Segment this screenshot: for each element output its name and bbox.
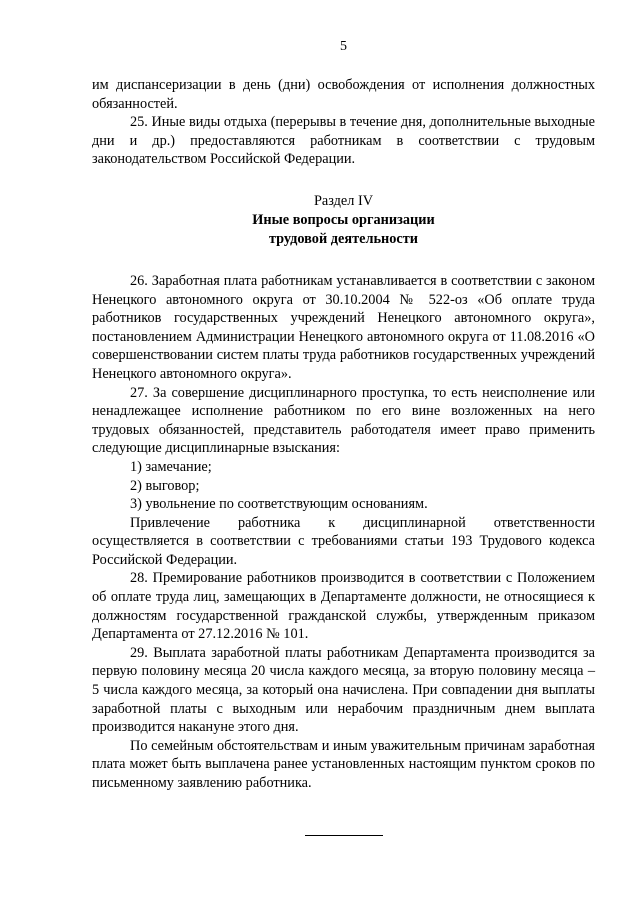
section-title-line-1: Иные вопросы организации: [252, 211, 435, 228]
section-title-line-2: трудовой деятельности: [268, 230, 419, 247]
section-heading: [92, 192, 595, 249]
paragraph-liability: Привлечение работника к дисциплинарной ответственности осуществляется в соответствии с требованиями статьи 193 Трудового кодекса Российской Федерации.: [92, 514, 595, 568]
paragraph-continuation: им диспансеризации в день (дни) освобождения от исполнения должностных обязанностей.: [92, 77, 595, 112]
paragraph-29: 29. Выплата заработной платы работникам Департамента производится за первую половину месяца 20 числа каждого месяца, за вторую половину месяца – 5 числа каждого месяца, за который она начислена. При совпадении дня выплаты заработной платы с выходным или нерабочим праздничным днем выплата производится накануне этого дня.: [92, 644, 595, 736]
list-item-1: 1) замечание;: [130, 458, 212, 475]
paragraph-27: 27. За совершение дисциплинарного проступка, то есть неисполнение или ненадлежащее исполнение работником по его вине возложенных на него трудовых обязанностей, представитель работодателя имеет право применить следующие дисциплинарные взыскания:: [92, 384, 595, 457]
section-label: Раздел IV: [313, 192, 374, 209]
list-item-2: 2) выговор;: [130, 477, 200, 494]
page-number: 5: [340, 39, 347, 54]
list-item-3: 3) увольнение по соответствующим основаниям.: [130, 496, 428, 513]
paragraph-26: 26. Заработная плата работникам устанавливается в соответствии с законом Ненецкого автономного округа от 30.10.2004 № 522-оз «Об оплате труда работников государственных учреждений Ненецкого автономного округа», постановлением Администрации Ненецкого автономного округа от 11.08.2016 «О совершенствовании систем платы труда работников государственных учреждений Ненецкого автономного округа».: [92, 272, 595, 382]
paragraph-25: 25. Иные виды отдыха (перерывы в течение дня, дополнительные выходные дни и др.) предоставляются работникам в соответствии с трудовым законодательством Российской Федерации.: [92, 114, 595, 168]
paragraph-28: 28. Премирование работников производится в соответствии с Положением об оплате труда лиц, замещающих в Департаменте должности, не относящиеся к должностям государственной гражданской службы, утвержденным приказом Департамента от 27.12.2016 № 101.: [92, 570, 595, 643]
end-divider: [305, 835, 383, 836]
paragraph-family-circumstances: По семейным обстоятельствам и иным уважительным причинам заработная плата может быть выплачена ранее установленных настоящим пунктом сроков по письменному заявлению работника.: [92, 737, 595, 791]
